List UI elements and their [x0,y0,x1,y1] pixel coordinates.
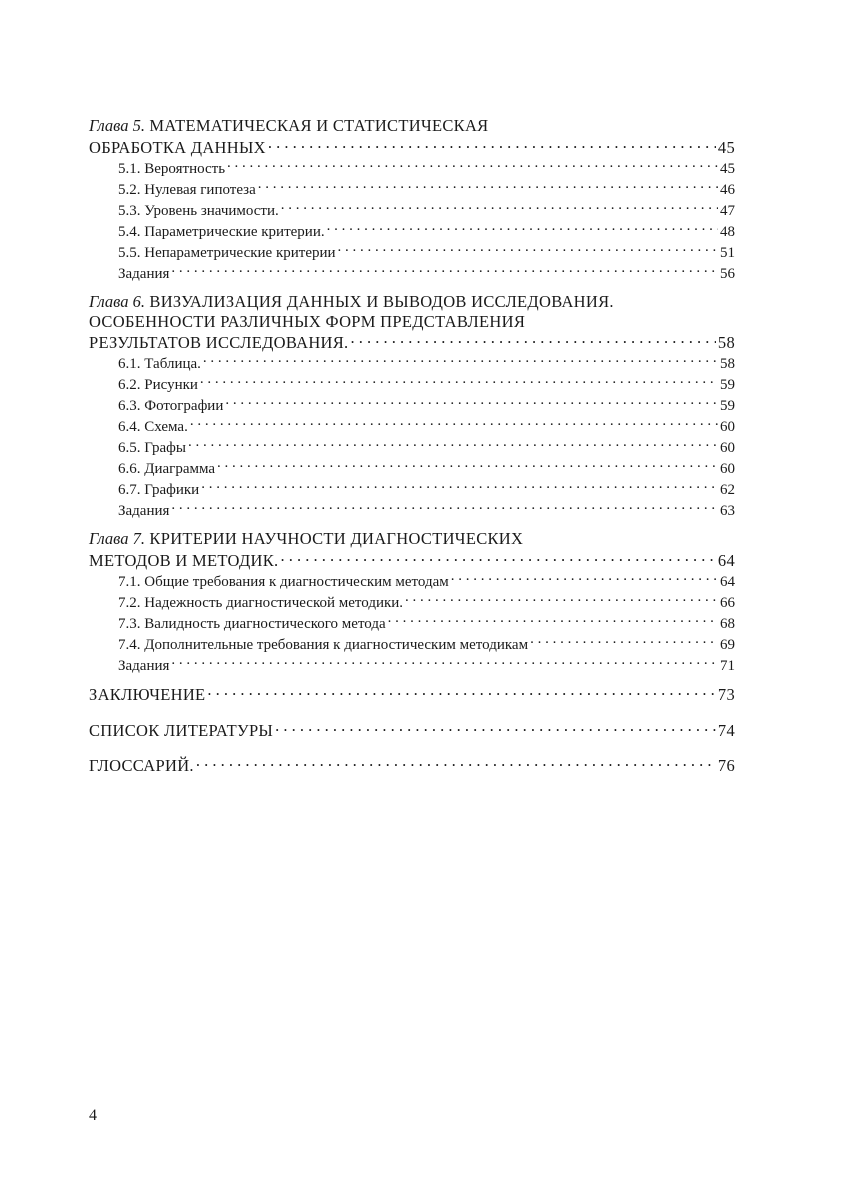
entry-text: 5.3. Уровень значимости. [118,202,279,219]
toc-entry[interactable] [89,634,735,655]
toc-entry[interactable] [89,592,735,613]
dot-leader [225,395,718,410]
entry-text: 7.4. Дополнительные требования к диагностическим методикам [118,636,529,653]
chapter-title-line: ОСОБЕННОСТИ РАЗЛИЧНЫХ ФОРМ ПРЕДСТАВЛЕНИЯ [89,311,526,331]
entry-text: Задания [118,503,170,519]
entry-page: 58 [720,356,735,372]
chapter-page: 45 [717,137,735,157]
entry-page: 48 [720,223,735,240]
toc-entry[interactable] [89,158,735,179]
chapter-title [89,116,735,158]
entry-text: 6.7. Графики [118,482,200,498]
dot-leader [171,500,718,515]
toc-entry[interactable] [89,242,735,263]
entry-page: 63 [720,503,735,519]
toc-entry[interactable] [89,374,735,395]
dot-leader [405,592,718,607]
toc-entry[interactable] [89,479,735,500]
dot-leader [351,332,716,349]
dot-leader [201,479,718,494]
entry-page: 62 [720,482,735,498]
entry-page: 71 [720,657,735,674]
dot-leader [275,719,716,736]
entry-text: СПИСОК ЛИТЕРАТУРЫ [89,720,274,740]
dot-leader [338,242,718,257]
dot-leader [280,549,715,566]
toc-entry[interactable] [89,655,735,676]
entry-page: 47 [720,202,735,219]
toc-entry-glossary[interactable] [89,755,735,777]
entry-text: ЗАКЛЮЧЕНИЕ [89,685,206,704]
table-of-contents [89,116,735,790]
toc-entry[interactable] [89,179,735,200]
toc-entry[interactable] [89,613,735,634]
entry-text: 6.6. Диаграмма [118,461,216,477]
dot-leader [327,221,718,236]
toc-entry-bibliography[interactable] [89,719,735,741]
entry-text: 7.2. Надежность диагностической методики. [118,594,404,611]
entry-page: 56 [720,265,735,282]
page-number: 4 [89,1107,97,1124]
dot-leader [268,136,716,153]
chapter-title-row[interactable] [89,136,735,158]
toc-entry[interactable] [89,395,735,416]
entry-page: 69 [720,636,735,653]
entry-text: ГЛОССАРИЙ. [89,756,194,775]
chapter-title-text: ВИЗУАЛИЗАЦИЯ ДАННЫХ И ВЫВОДОВ ИССЛЕДОВАНИЯ. [149,291,614,311]
toc-entry[interactable] [89,221,735,242]
entry-page: 46 [720,181,735,198]
dot-leader [388,613,718,628]
entry-text: Задания [118,657,170,674]
entry-text: 6.3. Фотографии [118,398,224,414]
entry-text: 5.1. Вероятность [118,160,226,177]
dot-leader [203,353,718,368]
entry-page: 66 [720,594,735,611]
entry-text: Задания [118,265,170,282]
chapter-title-row[interactable] [89,549,735,571]
dot-leader [281,200,718,215]
dot-leader [171,263,718,278]
chapter-title-last: ОБРАБОТКА ДАННЫХ [89,137,266,157]
entry-page: 76 [717,756,735,775]
toc-entry[interactable] [89,353,735,374]
chapter-title [89,292,735,354]
entry-page: 68 [720,615,735,632]
chapter-page: 58 [717,333,735,352]
dot-leader [207,684,715,701]
entry-text: 5.2. Нулевая гипотеза [118,181,256,198]
toc-entry[interactable] [89,571,735,592]
chapter-page: 64 [717,550,735,570]
toc-entry[interactable] [89,416,735,437]
toc-entry[interactable] [89,458,735,479]
entry-text: 5.4. Параметрические критерии. [118,223,325,240]
entry-text: 7.1. Общие требования к диагностическим методам [118,573,449,590]
entry-page: 60 [720,440,735,456]
chapter-title-line [89,116,735,136]
chapter-label: Глава 5. [89,116,145,135]
entry-page: 74 [717,720,735,740]
entry-text: 6.1. Таблица. [118,356,201,372]
entry-text: 6.2. Рисунки [118,377,198,393]
chapter-label: Глава 7. [89,529,145,548]
dot-leader [190,416,718,431]
entry-text: 7.3. Валидность диагностического метода [118,615,386,632]
toc-entry[interactable] [89,263,735,284]
chapter-7 [89,529,735,676]
dot-leader [200,374,718,389]
entry-page: 59 [720,377,735,393]
entry-page: 60 [720,461,735,477]
chapter-5 [89,116,735,284]
entry-page: 59 [720,398,735,414]
entry-page: 51 [720,244,735,261]
dot-leader [188,437,718,452]
chapter-title-line [89,292,735,312]
chapter-title [89,529,735,571]
dot-leader [217,458,718,473]
chapter-6 [89,292,735,522]
entry-page: 60 [720,419,735,435]
dot-leader [171,655,718,670]
entry-page: 45 [720,160,735,177]
toc-entry[interactable] [89,200,735,221]
chapter-title-text: КРИТЕРИИ НАУЧНОСТИ ДИАГНОСТИЧЕСКИХ [149,529,524,548]
entry-text: 5.5. Непараметрические критерии [118,244,336,261]
chapter-title-last: РЕЗУЛЬТАТОВ ИССЛЕДОВАНИЯ. [89,333,349,352]
chapter-title-text: МАТЕМАТИЧЕСКАЯ И СТАТИСТИЧЕСКАЯ [149,116,489,135]
dot-leader [227,158,718,173]
entry-page: 64 [720,573,735,590]
dot-leader [196,755,716,772]
chapter-title-line [89,529,735,549]
chapter-title-row[interactable] [89,332,735,354]
toc-entry[interactable] [89,437,735,458]
dot-leader [258,179,718,194]
chapter-label: Глава 6. [89,291,145,311]
dot-leader [451,571,718,586]
dot-leader [530,634,718,649]
entry-text: 6.4. Схема. [118,419,188,435]
entry-page: 73 [717,685,735,704]
toc-entry[interactable] [89,500,735,521]
chapter-title-last: МЕТОДОВ И МЕТОДИК. [89,550,279,570]
entry-text: 6.5. Графы [118,440,186,456]
toc-entry-conclusion[interactable] [89,684,735,706]
